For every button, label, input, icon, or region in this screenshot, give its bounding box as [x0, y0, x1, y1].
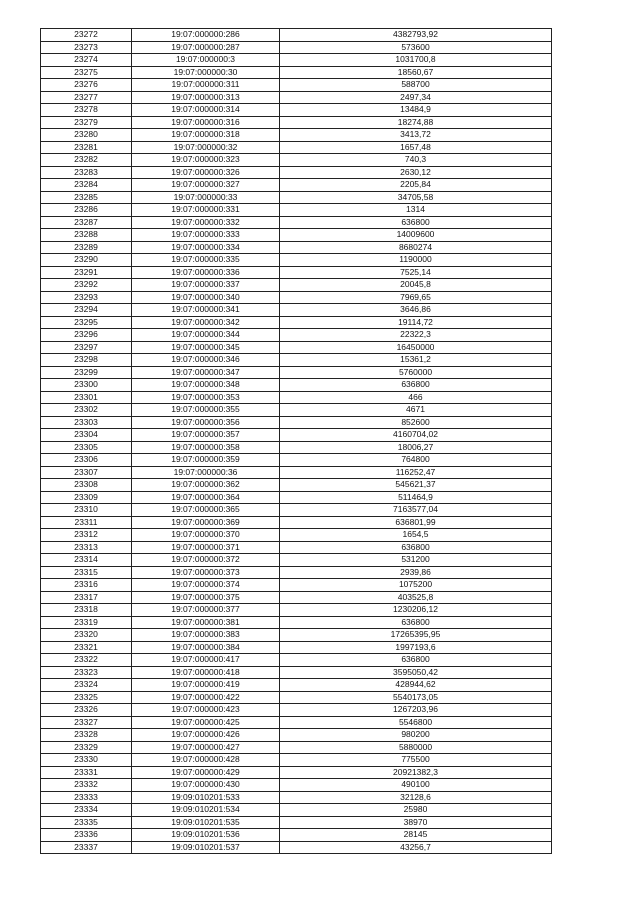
cadastral-number-cell: 19:07:000000:422: [132, 691, 280, 704]
value-cell: 1314: [280, 204, 552, 217]
row-number-cell: 23274: [41, 54, 132, 67]
value-cell: 1031700,8: [280, 54, 552, 67]
table-row: [41, 254, 552, 267]
row-number-cell: 23284: [41, 179, 132, 192]
cadastral-number-cell: 19:07:000000:314: [132, 104, 280, 117]
table-row: [41, 579, 552, 592]
cadastral-number-cell: 19:07:000000:362: [132, 479, 280, 492]
cadastral-number-cell: 19:07:000000:30: [132, 66, 280, 79]
cadastral-number-cell: 19:09:010201:534: [132, 804, 280, 817]
table-row: [41, 766, 552, 779]
row-number-cell: 23336: [41, 829, 132, 842]
value-cell: 545621,37: [280, 479, 552, 492]
table-row: [41, 91, 552, 104]
value-cell: 636801,99: [280, 516, 552, 529]
table-row: [41, 591, 552, 604]
row-number-cell: 23310: [41, 504, 132, 517]
row-number-cell: 23317: [41, 591, 132, 604]
value-cell: 2497,34: [280, 91, 552, 104]
cadastral-number-cell: 19:07:000000:419: [132, 679, 280, 692]
value-cell: 38970: [280, 816, 552, 829]
value-cell: 511464,9: [280, 491, 552, 504]
row-number-cell: 23328: [41, 729, 132, 742]
cadastral-number-cell: 19:07:000000:429: [132, 766, 280, 779]
cadastral-number-cell: 19:07:000000:316: [132, 116, 280, 129]
cadastral-number-cell: 19:07:000000:381: [132, 616, 280, 629]
row-number-cell: 23291: [41, 266, 132, 279]
row-number-cell: 23294: [41, 304, 132, 317]
row-number-cell: 23309: [41, 491, 132, 504]
row-number-cell: 23286: [41, 204, 132, 217]
row-number-cell: 23306: [41, 454, 132, 467]
cadastral-number-cell: 19:07:000000:356: [132, 416, 280, 429]
row-number-cell: 23272: [41, 29, 132, 42]
table-row: [41, 466, 552, 479]
cadastral-number-cell: 19:07:000000:342: [132, 316, 280, 329]
table-row: [41, 304, 552, 317]
table-body: [41, 29, 552, 854]
value-cell: 466: [280, 391, 552, 404]
cadastral-number-cell: 19:07:000000:418: [132, 666, 280, 679]
cadastral-number-cell: 19:07:000000:357: [132, 429, 280, 442]
row-number-cell: 23319: [41, 616, 132, 629]
value-cell: 18560,67: [280, 66, 552, 79]
value-cell: 428944,62: [280, 679, 552, 692]
row-number-cell: 23298: [41, 354, 132, 367]
table-row: [41, 54, 552, 67]
cadastral-number-cell: 19:07:000000:335: [132, 254, 280, 267]
cadastral-number-cell: 19:07:000000:353: [132, 391, 280, 404]
table-row: [41, 204, 552, 217]
row-number-cell: 23293: [41, 291, 132, 304]
table-row: [41, 266, 552, 279]
row-number-cell: 23318: [41, 604, 132, 617]
value-cell: 19114,72: [280, 316, 552, 329]
value-cell: 764800: [280, 454, 552, 467]
value-cell: 2205,84: [280, 179, 552, 192]
row-number-cell: 23321: [41, 641, 132, 654]
cadastral-number-cell: 19:07:000000:377: [132, 604, 280, 617]
cadastral-number-cell: 19:07:000000:337: [132, 279, 280, 292]
value-cell: 22322,3: [280, 329, 552, 342]
table-row: [41, 816, 552, 829]
value-cell: 3646,86: [280, 304, 552, 317]
value-cell: 636800: [280, 654, 552, 667]
row-number-cell: 23334: [41, 804, 132, 817]
cadastral-number-cell: 19:07:000000:313: [132, 91, 280, 104]
row-number-cell: 23333: [41, 791, 132, 804]
row-number-cell: 23290: [41, 254, 132, 267]
cadastral-number-cell: 19:09:010201:537: [132, 841, 280, 854]
value-cell: 5760000: [280, 366, 552, 379]
row-number-cell: 23329: [41, 741, 132, 754]
row-number-cell: 23280: [41, 129, 132, 142]
cadastral-number-cell: 19:07:000000:375: [132, 591, 280, 604]
cadastral-number-cell: 19:07:000000:344: [132, 329, 280, 342]
table-row: [41, 704, 552, 717]
table-row: [41, 79, 552, 92]
row-number-cell: 23289: [41, 241, 132, 254]
data-table: [40, 28, 552, 854]
table-row: [41, 629, 552, 642]
table-row: [41, 341, 552, 354]
table-row: [41, 429, 552, 442]
cadastral-number-cell: 19:07:000000:287: [132, 41, 280, 54]
value-cell: 116252,47: [280, 466, 552, 479]
cadastral-number-cell: 19:07:000000:373: [132, 566, 280, 579]
row-number-cell: 23311: [41, 516, 132, 529]
table-row: [41, 654, 552, 667]
cadastral-number-cell: 19:07:000000:365: [132, 504, 280, 517]
row-number-cell: 23337: [41, 841, 132, 854]
table-row: [41, 729, 552, 742]
table-row: [41, 329, 552, 342]
row-number-cell: 23326: [41, 704, 132, 717]
cadastral-number-cell: 19:07:000000:348: [132, 379, 280, 392]
row-number-cell: 23304: [41, 429, 132, 442]
row-number-cell: 23288: [41, 229, 132, 242]
row-number-cell: 23301: [41, 391, 132, 404]
cadastral-number-cell: 19:09:010201:533: [132, 791, 280, 804]
value-cell: 43256,7: [280, 841, 552, 854]
cadastral-number-cell: 19:07:000000:370: [132, 529, 280, 542]
value-cell: 740,3: [280, 154, 552, 167]
table-row: [41, 741, 552, 754]
table-row: [41, 541, 552, 554]
value-cell: 2630,12: [280, 166, 552, 179]
row-number-cell: 23322: [41, 654, 132, 667]
value-cell: 1657,48: [280, 141, 552, 154]
value-cell: 490100: [280, 779, 552, 792]
row-number-cell: 23335: [41, 816, 132, 829]
table-row: [41, 141, 552, 154]
row-number-cell: 23302: [41, 404, 132, 417]
table-row: [41, 379, 552, 392]
cadastral-number-cell: 19:07:000000:3: [132, 54, 280, 67]
table-row: [41, 554, 552, 567]
row-number-cell: 23299: [41, 366, 132, 379]
value-cell: 2939,86: [280, 566, 552, 579]
cadastral-number-cell: 19:07:000000:326: [132, 166, 280, 179]
cadastral-number-cell: 19:07:000000:32: [132, 141, 280, 154]
value-cell: 20045,8: [280, 279, 552, 292]
row-number-cell: 23313: [41, 541, 132, 554]
table-row: [41, 191, 552, 204]
cadastral-number-cell: 19:07:000000:336: [132, 266, 280, 279]
value-cell: 20921382,3: [280, 766, 552, 779]
value-cell: 1190000: [280, 254, 552, 267]
table-row: [41, 804, 552, 817]
table-row: [41, 391, 552, 404]
value-cell: 852600: [280, 416, 552, 429]
table-row: [41, 129, 552, 142]
table-row: [41, 779, 552, 792]
value-cell: 1997193,6: [280, 641, 552, 654]
row-number-cell: 23292: [41, 279, 132, 292]
row-number-cell: 23330: [41, 754, 132, 767]
row-number-cell: 23320: [41, 629, 132, 642]
table-row: [41, 616, 552, 629]
cadastral-number-cell: 19:07:000000:347: [132, 366, 280, 379]
table-row: [41, 566, 552, 579]
value-cell: 980200: [280, 729, 552, 742]
value-cell: 8680274: [280, 241, 552, 254]
cadastral-number-cell: 19:07:000000:341: [132, 304, 280, 317]
value-cell: 18274,88: [280, 116, 552, 129]
table-row: [41, 454, 552, 467]
table-row: [41, 641, 552, 654]
value-cell: 531200: [280, 554, 552, 567]
cadastral-number-cell: 19:07:000000:311: [132, 79, 280, 92]
cadastral-number-cell: 19:07:000000:355: [132, 404, 280, 417]
table-row: [41, 691, 552, 704]
table-row: [41, 504, 552, 517]
value-cell: 4671: [280, 404, 552, 417]
table-row: [41, 179, 552, 192]
table-row: [41, 404, 552, 417]
table-row: [41, 154, 552, 167]
row-number-cell: 23281: [41, 141, 132, 154]
table-row: [41, 416, 552, 429]
table-row: [41, 716, 552, 729]
cadastral-number-cell: 19:07:000000:374: [132, 579, 280, 592]
cadastral-number-cell: 19:07:000000:327: [132, 179, 280, 192]
cadastral-number-cell: 19:07:000000:428: [132, 754, 280, 767]
cadastral-number-cell: 19:07:000000:372: [132, 554, 280, 567]
table-row: [41, 279, 552, 292]
value-cell: 16450000: [280, 341, 552, 354]
table-row: [41, 166, 552, 179]
row-number-cell: 23279: [41, 116, 132, 129]
table-row: [41, 829, 552, 842]
table-row: [41, 516, 552, 529]
table-row: [41, 791, 552, 804]
table-row: [41, 604, 552, 617]
cadastral-number-cell: 19:07:000000:33: [132, 191, 280, 204]
row-number-cell: 23285: [41, 191, 132, 204]
cadastral-number-cell: 19:07:000000:36: [132, 466, 280, 479]
cadastral-number-cell: 19:09:010201:535: [132, 816, 280, 829]
value-cell: 403525,8: [280, 591, 552, 604]
table-row: [41, 66, 552, 79]
row-number-cell: 23331: [41, 766, 132, 779]
table-row: [41, 291, 552, 304]
cadastral-number-cell: 19:07:000000:359: [132, 454, 280, 467]
cadastral-number-cell: 19:07:000000:426: [132, 729, 280, 742]
value-cell: 7525,14: [280, 266, 552, 279]
cadastral-number-cell: 19:09:010201:536: [132, 829, 280, 842]
row-number-cell: 23276: [41, 79, 132, 92]
value-cell: 3595050,42: [280, 666, 552, 679]
value-cell: 17265395,95: [280, 629, 552, 642]
row-number-cell: 23275: [41, 66, 132, 79]
table-row: [41, 491, 552, 504]
value-cell: 1230206,12: [280, 604, 552, 617]
cadastral-number-cell: 19:07:000000:334: [132, 241, 280, 254]
value-cell: 3413,72: [280, 129, 552, 142]
value-cell: 5546800: [280, 716, 552, 729]
table-row: [41, 354, 552, 367]
cadastral-number-cell: 19:07:000000:332: [132, 216, 280, 229]
row-number-cell: 23300: [41, 379, 132, 392]
table-row: [41, 41, 552, 54]
value-cell: 636800: [280, 216, 552, 229]
table-row: [41, 441, 552, 454]
value-cell: 1267203,96: [280, 704, 552, 717]
row-number-cell: 23287: [41, 216, 132, 229]
table-row: [41, 841, 552, 854]
row-number-cell: 23277: [41, 91, 132, 104]
row-number-cell: 23278: [41, 104, 132, 117]
row-number-cell: 23282: [41, 154, 132, 167]
value-cell: 573600: [280, 41, 552, 54]
cadastral-number-cell: 19:07:000000:346: [132, 354, 280, 367]
cadastral-number-cell: 19:07:000000:425: [132, 716, 280, 729]
cadastral-number-cell: 19:07:000000:364: [132, 491, 280, 504]
value-cell: 14009600: [280, 229, 552, 242]
row-number-cell: 23312: [41, 529, 132, 542]
value-cell: 1075200: [280, 579, 552, 592]
table-row: [41, 479, 552, 492]
value-cell: 15361,2: [280, 354, 552, 367]
table-row: [41, 529, 552, 542]
value-cell: 32128,6: [280, 791, 552, 804]
cadastral-number-cell: 19:07:000000:384: [132, 641, 280, 654]
value-cell: 5540173,05: [280, 691, 552, 704]
value-cell: 636800: [280, 379, 552, 392]
cadastral-number-cell: 19:07:000000:318: [132, 129, 280, 142]
table-row: [41, 104, 552, 117]
row-number-cell: 23323: [41, 666, 132, 679]
value-cell: 4382793,92: [280, 29, 552, 42]
cadastral-number-cell: 19:07:000000:371: [132, 541, 280, 554]
row-number-cell: 23297: [41, 341, 132, 354]
row-number-cell: 23296: [41, 329, 132, 342]
cadastral-number-cell: 19:07:000000:423: [132, 704, 280, 717]
cadastral-number-cell: 19:07:000000:340: [132, 291, 280, 304]
table-row: [41, 29, 552, 42]
value-cell: 4160704,02: [280, 429, 552, 442]
cadastral-number-cell: 19:07:000000:369: [132, 516, 280, 529]
cadastral-number-cell: 19:07:000000:383: [132, 629, 280, 642]
value-cell: 34705,58: [280, 191, 552, 204]
row-number-cell: 23314: [41, 554, 132, 567]
cadastral-number-cell: 19:07:000000:430: [132, 779, 280, 792]
table-row: [41, 754, 552, 767]
value-cell: 636800: [280, 616, 552, 629]
cadastral-number-cell: 19:07:000000:333: [132, 229, 280, 242]
value-cell: 25980: [280, 804, 552, 817]
cadastral-number-cell: 19:07:000000:286: [132, 29, 280, 42]
value-cell: 13484,9: [280, 104, 552, 117]
cadastral-number-cell: 19:07:000000:417: [132, 654, 280, 667]
cadastral-number-cell: 19:07:000000:358: [132, 441, 280, 454]
cadastral-number-cell: 19:07:000000:345: [132, 341, 280, 354]
row-number-cell: 23332: [41, 779, 132, 792]
value-cell: 588700: [280, 79, 552, 92]
table-row: [41, 116, 552, 129]
row-number-cell: 23273: [41, 41, 132, 54]
row-number-cell: 23308: [41, 479, 132, 492]
table-row: [41, 316, 552, 329]
row-number-cell: 23324: [41, 679, 132, 692]
value-cell: 1654,5: [280, 529, 552, 542]
table-row: [41, 666, 552, 679]
row-number-cell: 23315: [41, 566, 132, 579]
table-row: [41, 229, 552, 242]
value-cell: 5880000: [280, 741, 552, 754]
value-cell: 636800: [280, 541, 552, 554]
value-cell: 7163577,04: [280, 504, 552, 517]
table-row: [41, 216, 552, 229]
row-number-cell: 23316: [41, 579, 132, 592]
value-cell: 28145: [280, 829, 552, 842]
row-number-cell: 23303: [41, 416, 132, 429]
row-number-cell: 23283: [41, 166, 132, 179]
row-number-cell: 23305: [41, 441, 132, 454]
value-cell: 18006,27: [280, 441, 552, 454]
cadastral-number-cell: 19:07:000000:331: [132, 204, 280, 217]
row-number-cell: 23307: [41, 466, 132, 479]
cadastral-number-cell: 19:07:000000:323: [132, 154, 280, 167]
value-cell: 775500: [280, 754, 552, 767]
cadastral-number-cell: 19:07:000000:427: [132, 741, 280, 754]
row-number-cell: 23295: [41, 316, 132, 329]
table-row: [41, 241, 552, 254]
table-row: [41, 679, 552, 692]
row-number-cell: 23327: [41, 716, 132, 729]
row-number-cell: 23325: [41, 691, 132, 704]
value-cell: 7969,65: [280, 291, 552, 304]
table-row: [41, 366, 552, 379]
